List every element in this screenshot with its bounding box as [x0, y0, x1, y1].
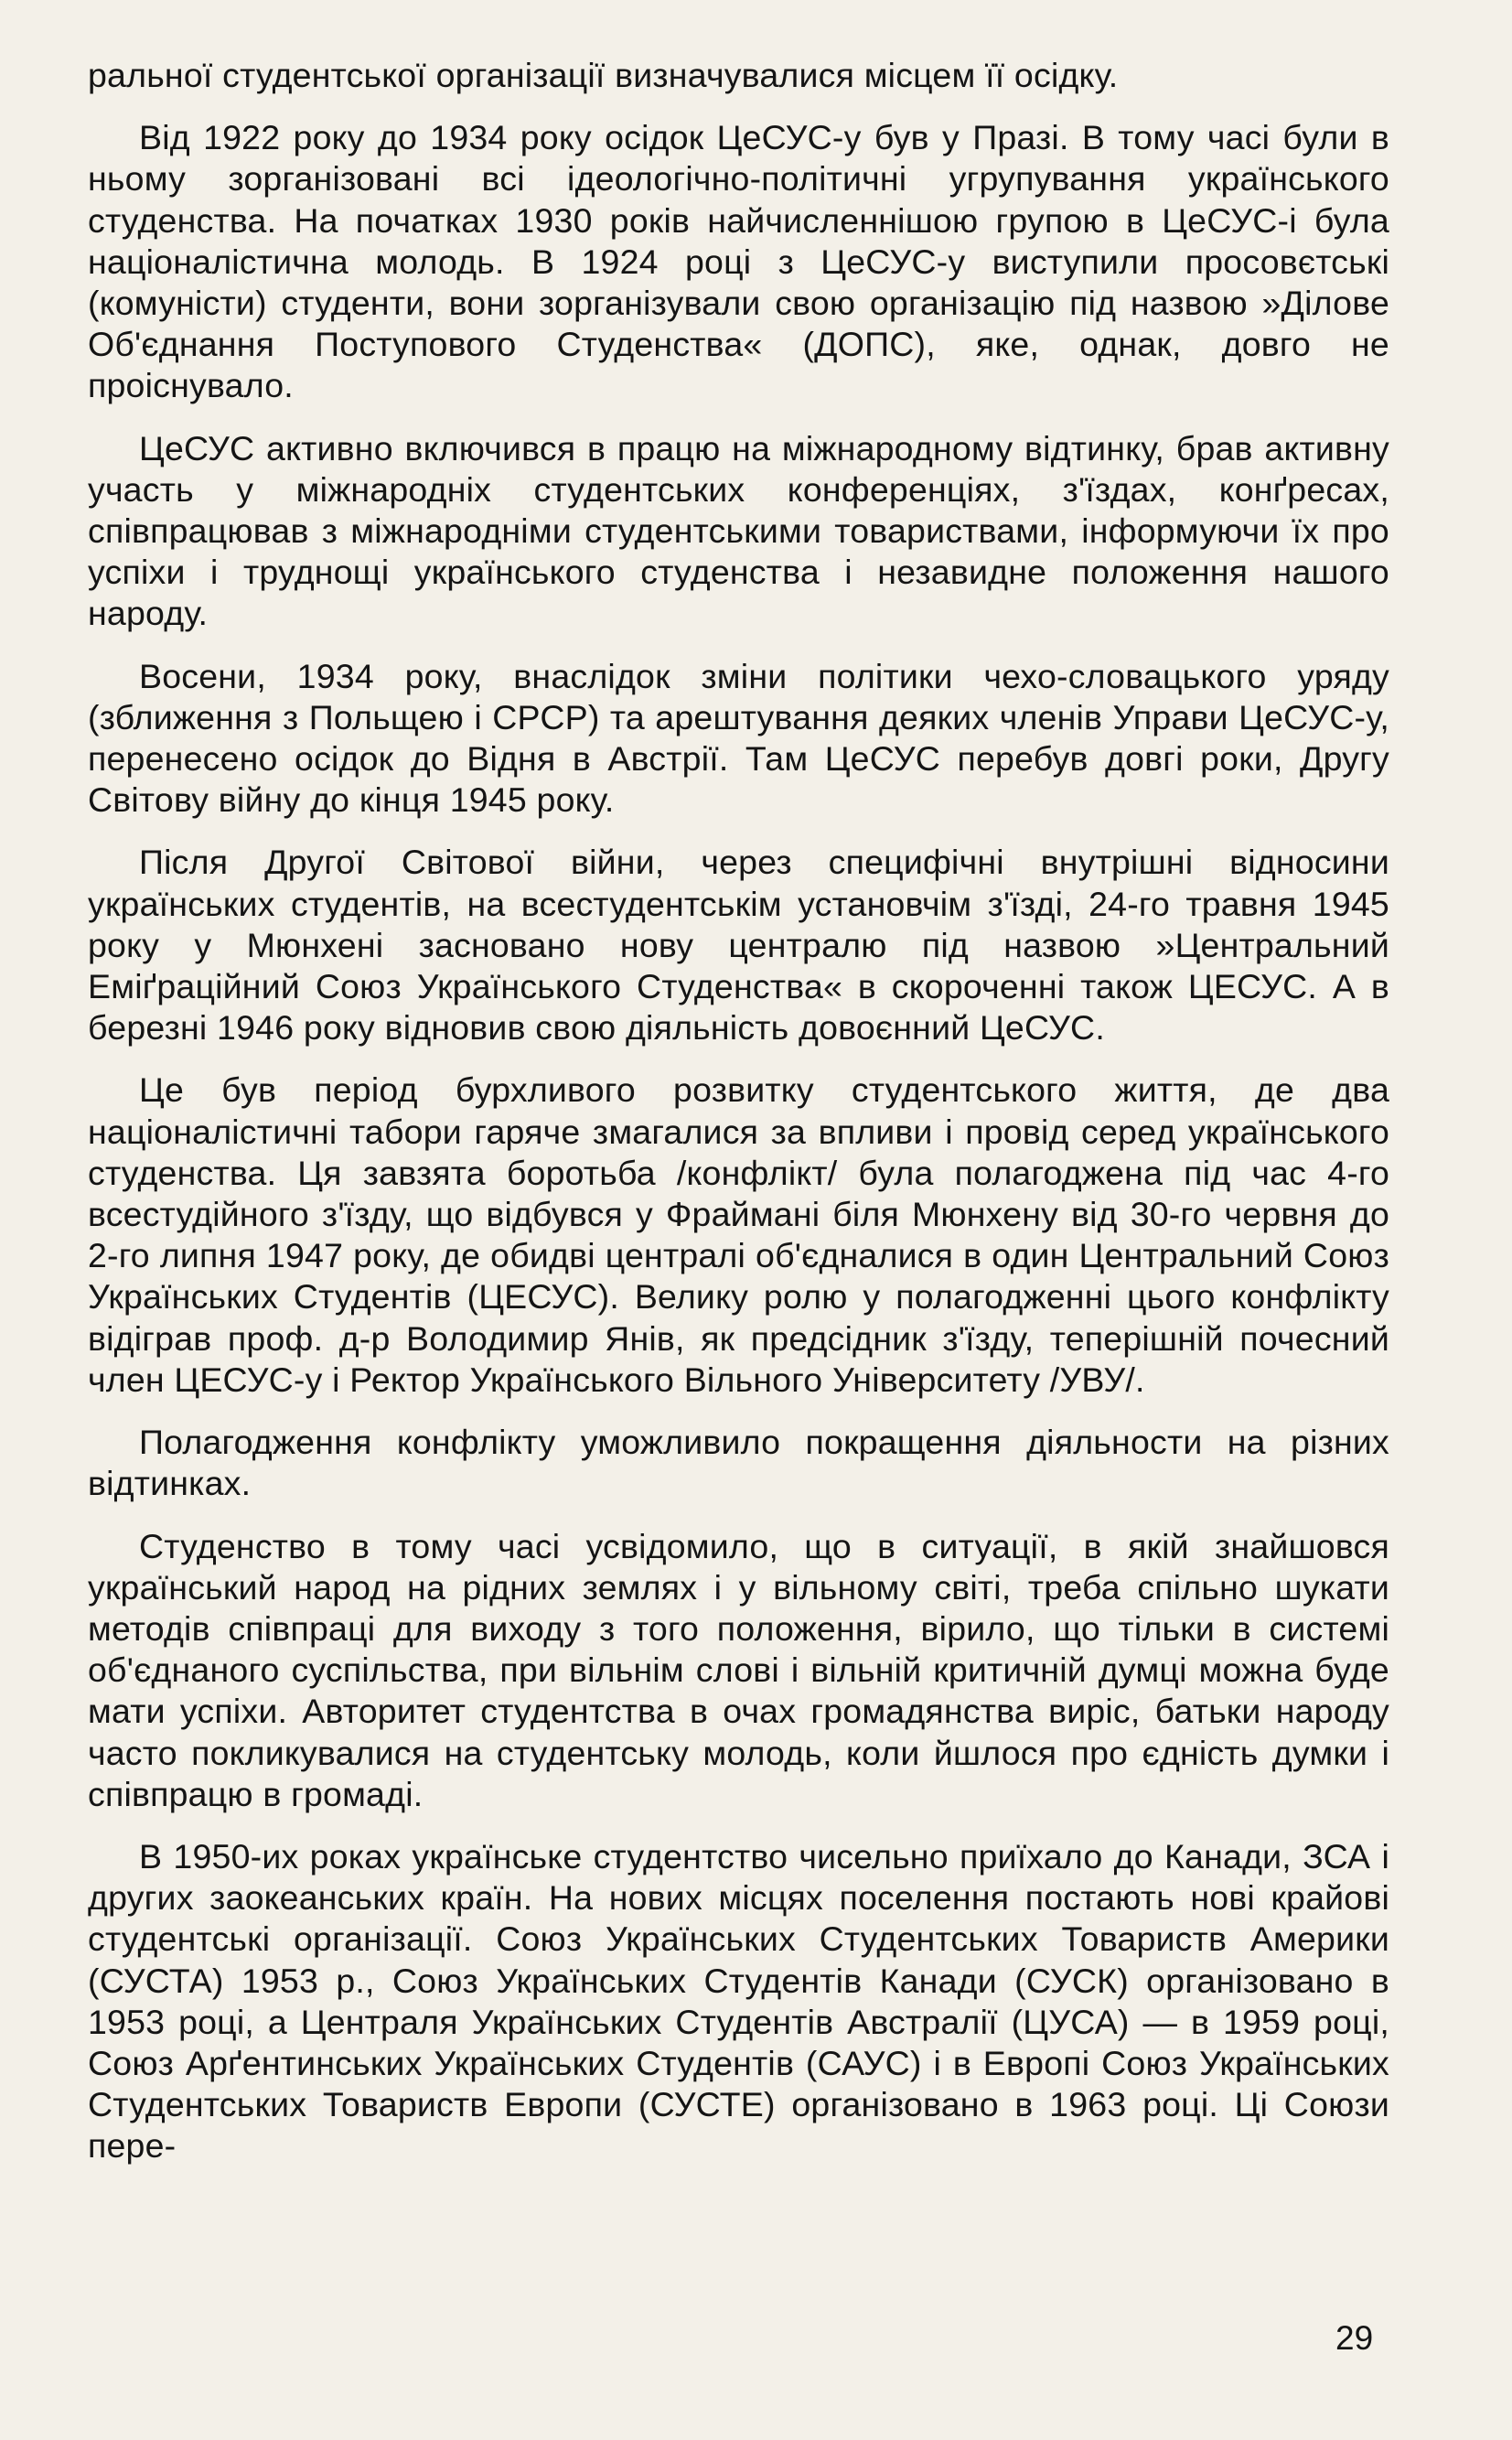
paragraph-1: ральної студентської організації визначувалися місцем її осідку. [88, 56, 1119, 94]
paragraph-6: Це був період бурхливого розвитку студентського життя, де два націоналістичні табори гаряче змагалися за впливи і провід серед українського студенства. Ця завзята боротьба /конфлікт/ була полагоджена під час 4-го всестудійного з'їзду, що відбувся у Фраймані біля Мюнхену від 30-го червня до 2-го липня 1947 року, де обидві централі об'єдналися в один Центральний Союз Українських Студентів (ЦЕСУС). Велику ролю у полагодженні цього конфлікту відіграв проф. д-р Володимир Янів, як предсідник з'їзду, теперішній почесний член ЦЕСУС-у і Ректор Українського Вільного Університету /УВУ/. [88, 1070, 1389, 1399]
paragraph-5: Після Другої Світової війни, через специфічні внутрішні відносини українських студентів, на всестудентськім установчім з'їзді, 24-го травня 1945 року у Мюнхені засновано нову централю під назвою »Центральний Еміґраційний Союз Українського Студенства« в скороченні також ЦЕСУС. А в березні 1946 року відновив свою діяльність довоєнний ЦеСУС. [88, 843, 1389, 1048]
paragraph-3: ЦеСУС активно включився в працю на міжнародному відтинку, брав активну участь у міжнародніх студентських конференціях, з'їздах, конґресах, співпрацював з міжнародніми студентськими товариствами, інформуючи їх про успіхи і труднощі українського студенства і незавидне положення нашого народу. [88, 428, 1389, 633]
body-text [88, 55, 1389, 2188]
paragraph-9: В 1950-их роках українське студентство чисельно приїхало до Канади, ЗСА і других заокеанських країн. На нових місцях поселення постають нові крайові студентські організації. Союз Українських Студентських Товариств Америки (СУСТА) 1953 р., Союз Українських Студентів Канади (СУСК) організовано в 1953 році, а Централя Українських Студентів Австралії (ЦУСА) — в 1959 році, Союз Арґентинських Українських Студентів (САУС) і в Европі Союз Українських Студентських Товариств Европи (СУСТЕ) організовано в 1963 році. Ці Союзи пере- [88, 1836, 1389, 2166]
paragraph-7: Полагодження конфлікту уможливило покращення діяльности на різних відтинках. [88, 1423, 1389, 1503]
paragraph-4: Восени, 1934 року, внаслідок зміни політики чехо-словацького уряду (зближення з Польщею і СРСР) та арештування деяких членів Управи ЦеСУС-у, перенесено осідок до Відня в Австрії. Там ЦеСУС перебув довгі роки, Другу Світову війну до кінця 1945 року. [88, 656, 1389, 820]
paragraph-8: Студенство в тому часі усвідомило, що в ситуації, в якій знайшовся український народ на рідних землях і у вільному світі, треба спільно шукати методів співпраці для виходу з того положення, вірило, що тільки в системі об'єднаного суспільства, при вільнім слові і вільній критичній думці можна буде мати успіхи. Авторитет студентства в очах громадянства виріс, батьки народу часто покликувалися на студентську молодь, коли йшлося про єдність думки і співпрацю в громаді. [88, 1526, 1389, 1813]
paragraph-2: Від 1922 року до 1934 року осідок ЦеСУС-у був у Празі. В тому часі були в ньому зорганізовані всі ідеологічно-політичні угрупування українського студенства. На початках 1930 років найчисленнішою групою в ЦеСУС-і була націоналістична молодь. В 1924 році з ЦеСУС-у виступили просовєтські (комуністи) студенти, вони зорганізували свою організацію під назвою »Ділове Об'єднання Поступового Студенства« (ДОПС), яке, однак, довго не проіснувало. [88, 118, 1389, 405]
page-number: 29 [1335, 2319, 1374, 2357]
